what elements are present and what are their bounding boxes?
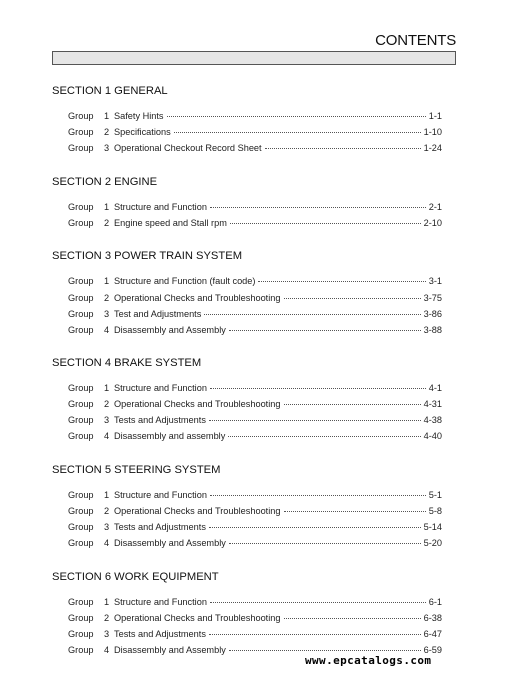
group-number: 1 bbox=[104, 276, 110, 286]
group-number: 2 bbox=[104, 506, 110, 516]
section-heading: SECTION 1 GENERAL bbox=[52, 85, 168, 97]
group-label: Group bbox=[68, 490, 94, 500]
group-label: Group bbox=[68, 538, 94, 548]
page-number: 1-1 bbox=[428, 111, 442, 121]
dot-leader bbox=[230, 222, 421, 224]
page-number: 5-8 bbox=[428, 506, 442, 516]
entry-title: Structure and Function bbox=[114, 202, 207, 212]
entry-title: Tests and Adjustments bbox=[114, 629, 206, 639]
dot-leader bbox=[210, 206, 426, 208]
page-number: 6-59 bbox=[423, 645, 442, 655]
section-heading: SECTION 2 ENGINE bbox=[52, 176, 158, 188]
page-number: 4-1 bbox=[428, 383, 442, 393]
group-number: 3 bbox=[104, 629, 110, 639]
toc-entry[interactable] bbox=[68, 276, 442, 289]
group-label: Group bbox=[68, 202, 94, 212]
group-number: 3 bbox=[104, 143, 110, 153]
page-number: 3-86 bbox=[423, 309, 442, 319]
page-title: CONTENTS bbox=[375, 32, 456, 49]
title-bar bbox=[52, 51, 456, 65]
page-number: 5-1 bbox=[428, 490, 442, 500]
toc-entry[interactable] bbox=[68, 309, 442, 322]
toc-entry[interactable] bbox=[68, 629, 442, 642]
section-heading: SECTION 6 WORK EQUIPMENT bbox=[52, 571, 219, 583]
toc-entry[interactable] bbox=[68, 431, 442, 444]
group-number: 3 bbox=[104, 522, 110, 532]
group-number: 1 bbox=[104, 383, 110, 393]
group-number: 1 bbox=[104, 111, 110, 121]
group-label: Group bbox=[68, 143, 94, 153]
entry-title: Structure and Function (fault code) bbox=[114, 276, 256, 286]
page-number: 1-24 bbox=[423, 143, 442, 153]
entry-title: Safety Hints bbox=[114, 111, 164, 121]
dot-leader bbox=[229, 329, 421, 331]
group-label: Group bbox=[68, 276, 94, 286]
page-number: 3-75 bbox=[423, 293, 442, 303]
toc-entry[interactable] bbox=[68, 293, 442, 306]
toc-entry[interactable] bbox=[68, 538, 442, 551]
page-number: 4-31 bbox=[423, 399, 442, 409]
toc-entry[interactable] bbox=[68, 143, 442, 156]
group-label: Group bbox=[68, 127, 94, 137]
toc-entry[interactable] bbox=[68, 506, 442, 519]
group-label: Group bbox=[68, 399, 94, 409]
group-number: 2 bbox=[104, 293, 110, 303]
group-label: Group bbox=[68, 431, 94, 441]
group-number: 2 bbox=[104, 613, 110, 623]
dot-leader bbox=[204, 313, 420, 315]
entry-title: Operational Checks and Troubleshooting bbox=[114, 293, 281, 303]
dot-leader bbox=[210, 387, 426, 389]
toc-entry[interactable] bbox=[68, 597, 442, 610]
toc-entry[interactable] bbox=[68, 202, 442, 215]
group-number: 4 bbox=[104, 538, 110, 548]
dot-leader bbox=[284, 403, 421, 405]
toc-entry[interactable] bbox=[68, 490, 442, 503]
page-number: 5-20 bbox=[423, 538, 442, 548]
dot-leader bbox=[229, 649, 421, 651]
page-number: 6-47 bbox=[423, 629, 442, 639]
page-number: 3-88 bbox=[423, 325, 442, 335]
dot-leader bbox=[209, 633, 421, 635]
group-label: Group bbox=[68, 645, 94, 655]
entry-title: Operational Checks and Troubleshooting bbox=[114, 399, 281, 409]
page-number: 5-14 bbox=[423, 522, 442, 532]
page-number: 6-38 bbox=[423, 613, 442, 623]
group-number: 4 bbox=[104, 645, 110, 655]
group-number: 4 bbox=[104, 325, 110, 335]
group-number: 1 bbox=[104, 202, 110, 212]
dot-leader bbox=[284, 617, 421, 619]
entry-title: Tests and Adjustments bbox=[114, 415, 206, 425]
dot-leader bbox=[258, 280, 425, 282]
group-number: 2 bbox=[104, 399, 110, 409]
toc-entry[interactable] bbox=[68, 111, 442, 124]
group-number: 4 bbox=[104, 431, 110, 441]
dot-leader bbox=[209, 419, 421, 421]
group-label: Group bbox=[68, 415, 94, 425]
group-number: 1 bbox=[104, 597, 110, 607]
page-number: 3-1 bbox=[428, 276, 442, 286]
entry-title: Engine speed and Stall rpm bbox=[114, 218, 227, 228]
group-number: 3 bbox=[104, 415, 110, 425]
dot-leader bbox=[167, 115, 426, 117]
dot-leader bbox=[229, 542, 421, 544]
group-label: Group bbox=[68, 309, 94, 319]
group-label: Group bbox=[68, 613, 94, 623]
dot-leader bbox=[265, 147, 421, 149]
entry-title: Disassembly and assembly bbox=[114, 431, 226, 441]
group-label: Group bbox=[68, 629, 94, 639]
section-heading: SECTION 5 STEERING SYSTEM bbox=[52, 464, 221, 476]
page-number: 2-10 bbox=[423, 218, 442, 228]
toc-entry[interactable] bbox=[68, 127, 442, 140]
group-label: Group bbox=[68, 218, 94, 228]
dot-leader bbox=[284, 297, 421, 299]
toc-entry[interactable] bbox=[68, 613, 442, 626]
entry-title: Structure and Function bbox=[114, 383, 207, 393]
dot-leader bbox=[228, 435, 420, 437]
page-number: 2-1 bbox=[428, 202, 442, 212]
page-number: 4-38 bbox=[423, 415, 442, 425]
page-number: 1-10 bbox=[423, 127, 442, 137]
section-heading: SECTION 3 POWER TRAIN SYSTEM bbox=[52, 250, 243, 262]
group-label: Group bbox=[68, 325, 94, 335]
group-number: 2 bbox=[104, 218, 110, 228]
watermark: www.epcatalogs.com bbox=[305, 654, 432, 667]
entry-title: Test and Adjustments bbox=[114, 309, 202, 319]
group-number: 2 bbox=[104, 127, 110, 137]
entry-title: Disassembly and Assembly bbox=[114, 538, 226, 548]
toc-entry[interactable] bbox=[68, 218, 442, 231]
toc-entry[interactable] bbox=[68, 325, 442, 338]
dot-leader bbox=[284, 510, 426, 512]
entry-title: Structure and Function bbox=[114, 597, 207, 607]
dot-leader bbox=[174, 131, 421, 133]
entry-title: Operational Checkout Record Sheet bbox=[114, 143, 262, 153]
group-number: 1 bbox=[104, 490, 110, 500]
entry-title: Operational Checks and Troubleshooting bbox=[114, 613, 281, 623]
toc-entry[interactable] bbox=[68, 415, 442, 428]
dot-leader bbox=[210, 601, 426, 603]
entry-title: Tests and Adjustments bbox=[114, 522, 206, 532]
entry-title: Disassembly and Assembly bbox=[114, 325, 226, 335]
entry-title: Disassembly and Assembly bbox=[114, 645, 226, 655]
entry-title: Structure and Function bbox=[114, 490, 207, 500]
entry-title: Operational Checks and Troubleshooting bbox=[114, 506, 281, 516]
dot-leader bbox=[210, 494, 426, 496]
group-number: 3 bbox=[104, 309, 110, 319]
group-label: Group bbox=[68, 383, 94, 393]
group-label: Group bbox=[68, 293, 94, 303]
toc-entry[interactable] bbox=[68, 383, 442, 396]
group-label: Group bbox=[68, 522, 94, 532]
entry-title: Specifications bbox=[114, 127, 171, 137]
page-number: 4-40 bbox=[423, 431, 442, 441]
group-label: Group bbox=[68, 111, 94, 121]
toc-entry[interactable] bbox=[68, 399, 442, 412]
section-heading: SECTION 4 BRAKE SYSTEM bbox=[52, 357, 202, 369]
group-label: Group bbox=[68, 506, 94, 516]
page-number: 6-1 bbox=[428, 597, 442, 607]
toc-entry[interactable] bbox=[68, 522, 442, 535]
dot-leader bbox=[209, 526, 421, 528]
group-label: Group bbox=[68, 597, 94, 607]
